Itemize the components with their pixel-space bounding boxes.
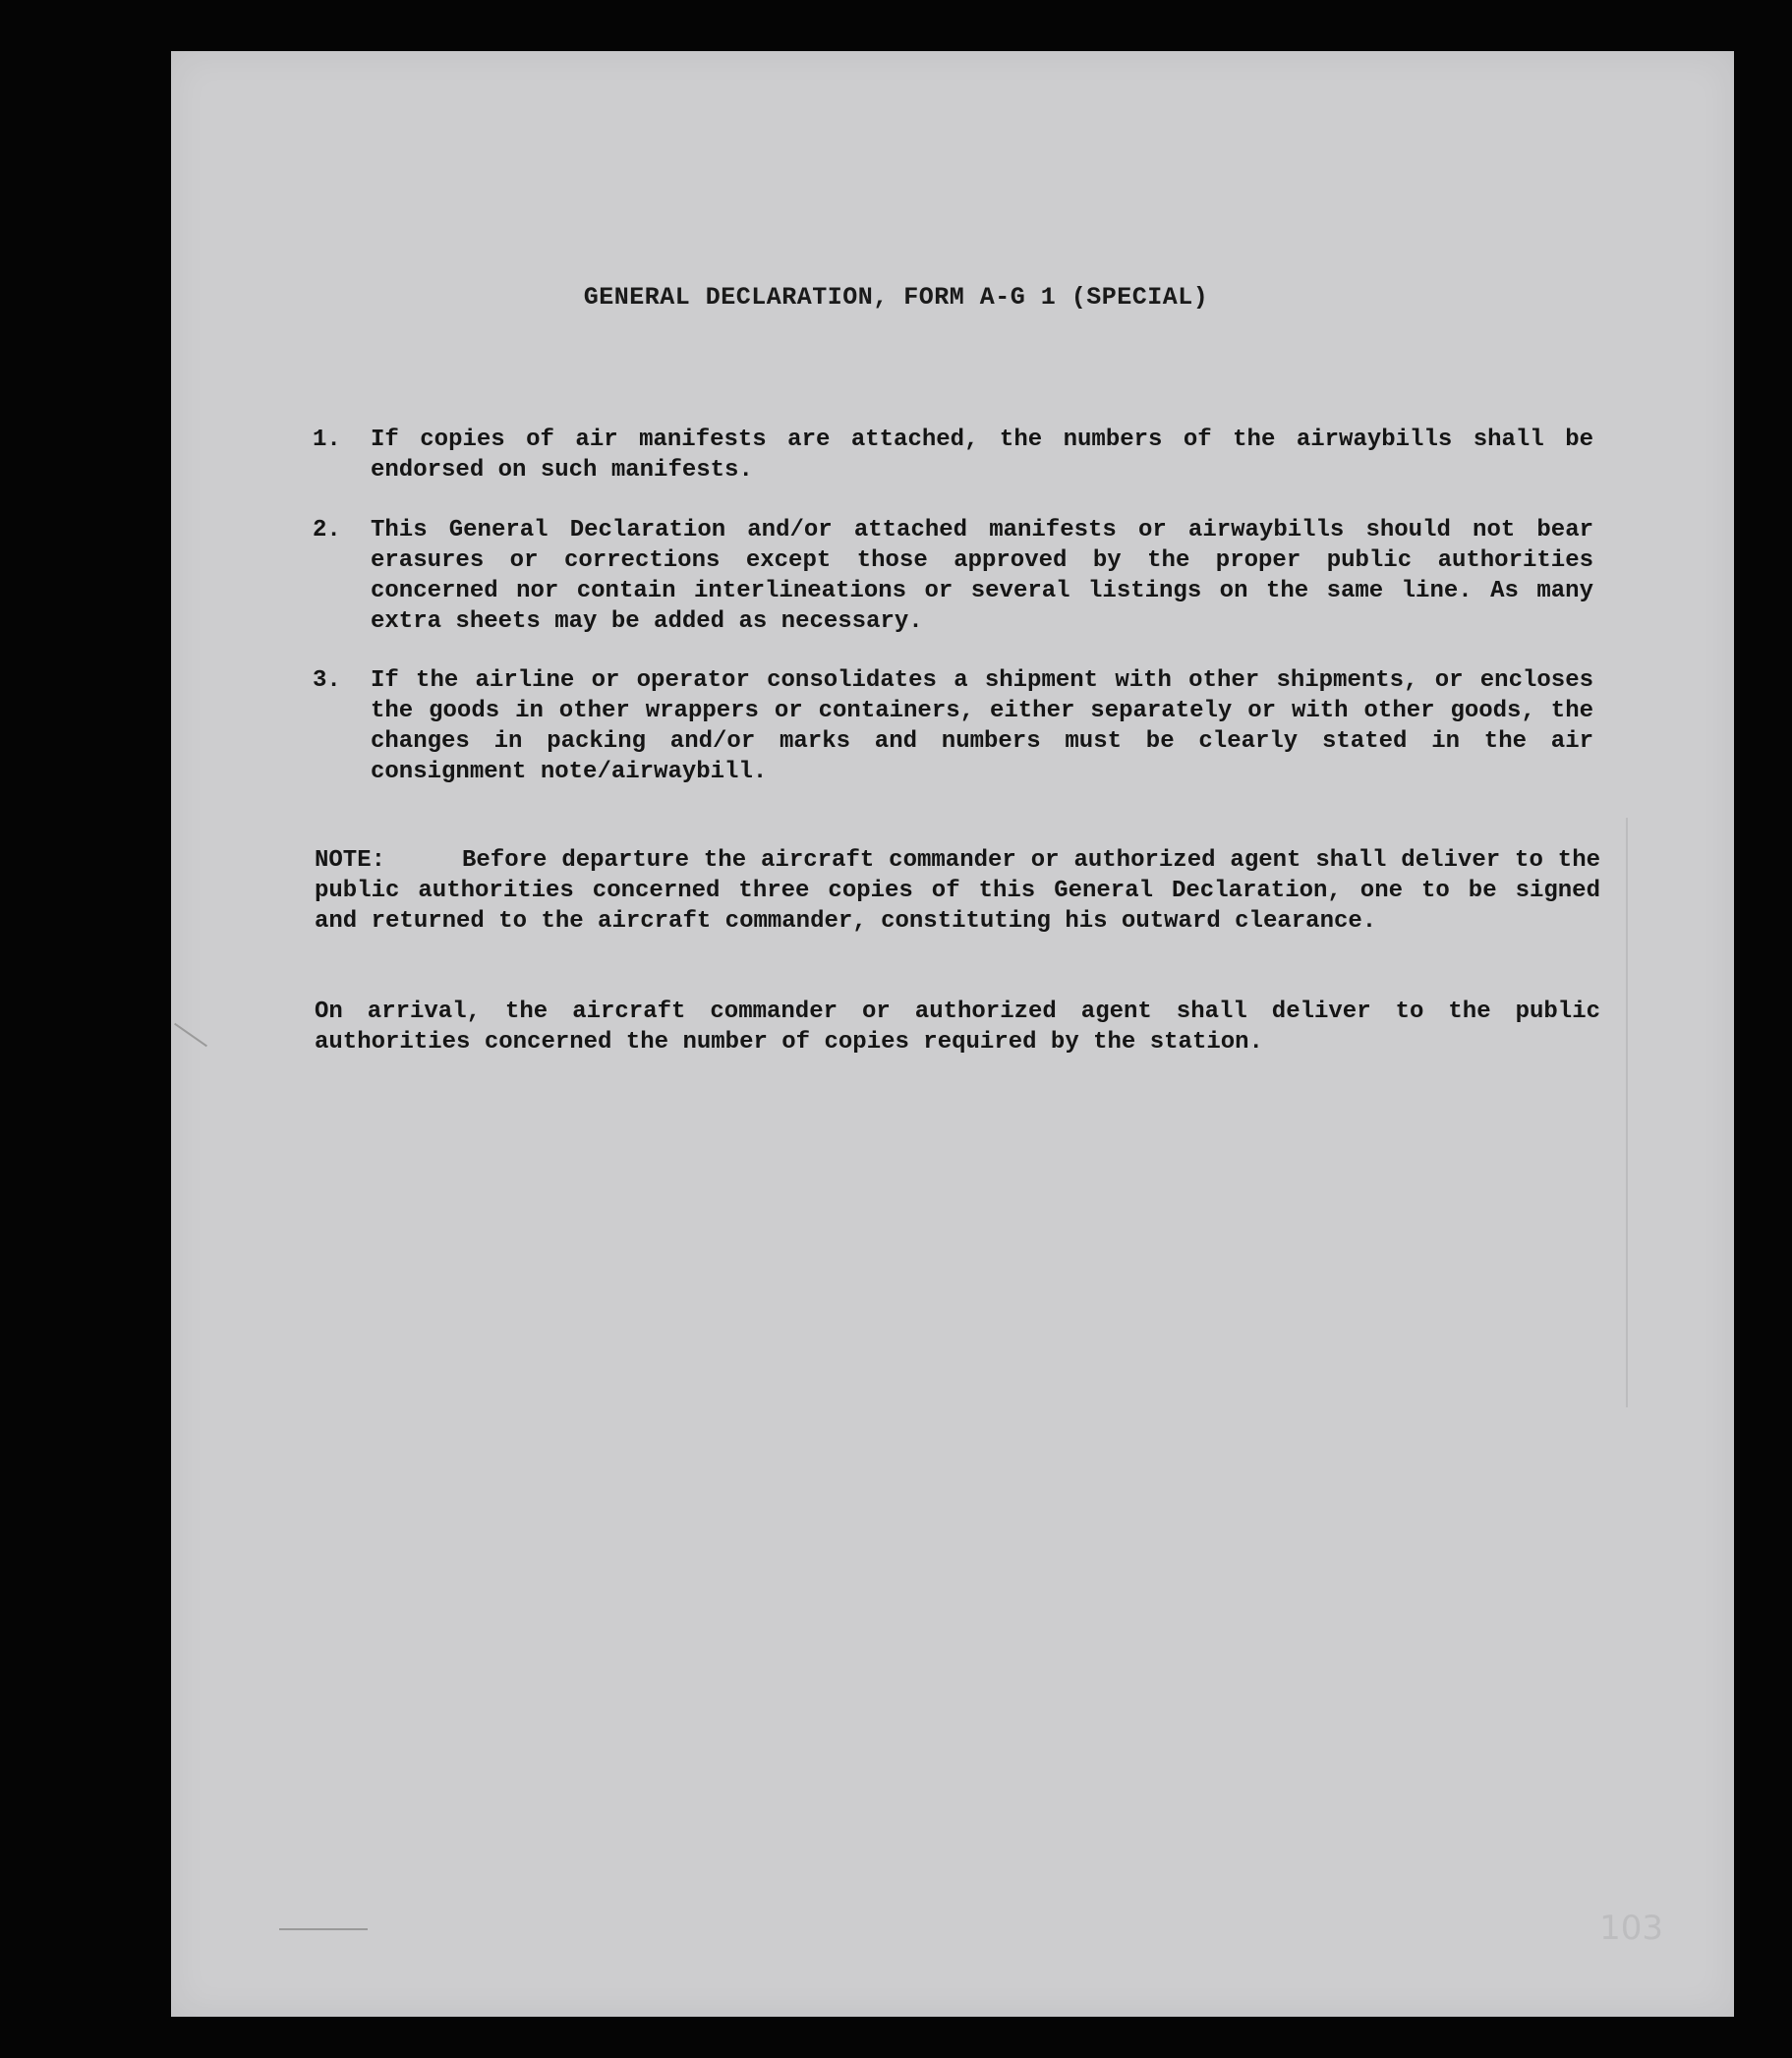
item-number: 3. bbox=[313, 667, 341, 694]
item-text: If the airline or operator consolidates a shipment with other shipments, or encloses the goods in other wrappers or containers, either separately or with other goods, the changes in packing and/or marks and numbers must be clearly stated in the air consignment note/airwaybill. bbox=[371, 667, 1593, 785]
item-number: 2. bbox=[313, 517, 341, 543]
document-page bbox=[171, 51, 1734, 2017]
item-text: If copies of air manifests are attached, the numbers of the airwaybills shall be endorsed on such manifests. bbox=[371, 427, 1593, 484]
list-item bbox=[313, 665, 1593, 787]
arrival-paragraph: On arrival, the aircraft commander or authorized agent shall deliver to the public authorities concerned the number of copies required by the station. bbox=[315, 999, 1600, 1056]
list-item bbox=[313, 515, 1593, 637]
page-number: 103 bbox=[1599, 1909, 1663, 1948]
scan-mark bbox=[1626, 818, 1628, 1407]
note-label: NOTE: bbox=[315, 847, 386, 874]
scan-mark bbox=[279, 1928, 368, 1930]
item-number: 1. bbox=[313, 427, 341, 453]
scan-mark bbox=[174, 1023, 207, 1048]
list-item bbox=[313, 425, 1593, 486]
note-paragraph bbox=[315, 845, 1600, 937]
item-text: This General Declaration and/or attached manifests or airwaybills should not bear erasures or corrections except those approved by the proper public authorities concerned nor contain interlineations or several listings on the same line. As many extra sheets may be added as necessary. bbox=[371, 517, 1593, 635]
note-text: Before departure the aircraft commander or authorized agent shall deliver to the public authorities concerned three copies of this General Declaration, one to be signed and returned to the aircraft commander, constituting his outward clearance. bbox=[315, 847, 1600, 935]
document-title: GENERAL DECLARATION, FORM A-G 1 (SPECIAL) bbox=[583, 283, 1209, 312]
